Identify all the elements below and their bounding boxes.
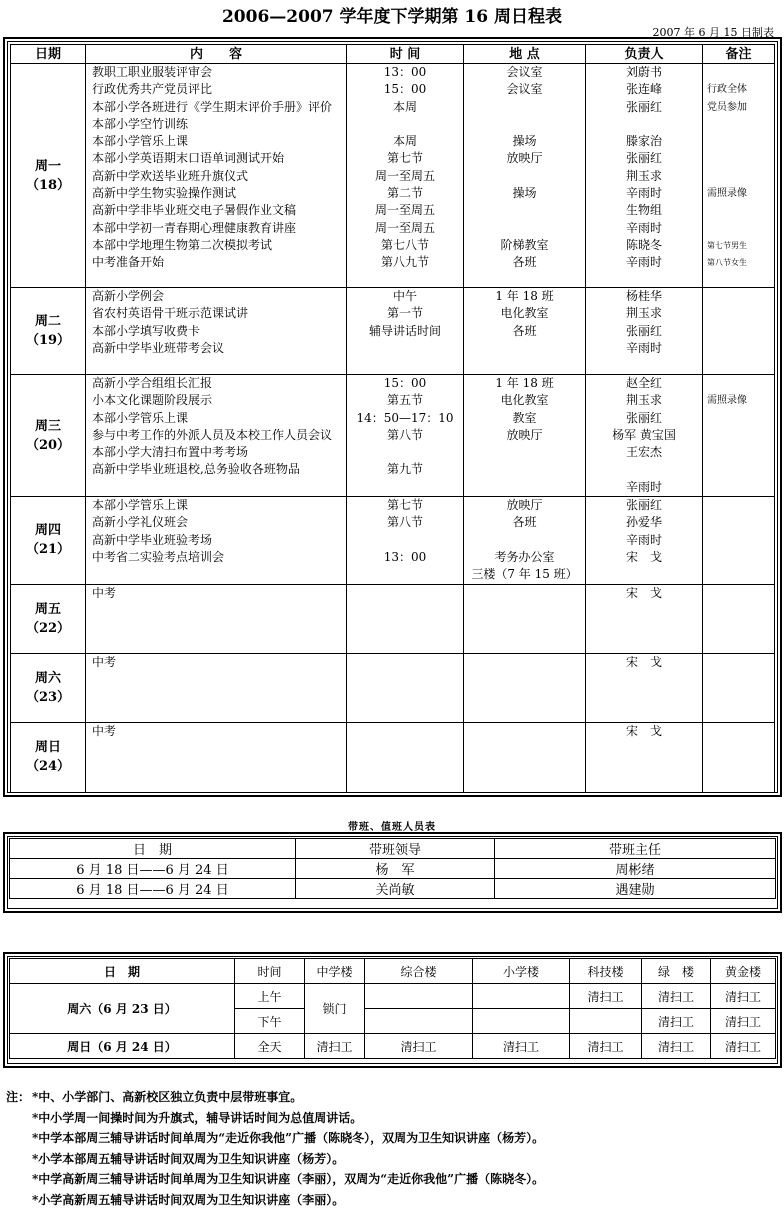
content-cell — [86, 653, 347, 722]
footnote-text: *中学高新周三辅导讲话时间单周为卫生知识讲座（李丽），双周为“走近你我他”广播（陈晓冬）。 — [32, 1172, 545, 1186]
content-line: 高新中学欢送毕业班升旗仪式 — [92, 168, 249, 183]
place-line: 各班 — [512, 323, 537, 338]
place-line — [464, 340, 585, 357]
person-cell — [586, 288, 703, 375]
place-line: 1 年 18 班 — [495, 376, 554, 390]
cleaning-header-row — [10, 959, 776, 984]
cleaning-cell: 清扫工 — [642, 1034, 711, 1059]
person-cell — [586, 375, 703, 497]
time-line: 周一至周五 — [374, 203, 435, 218]
cleaning-table — [9, 958, 776, 1059]
content-line: 中考准备开始 — [92, 255, 165, 270]
note-line: 党员参加 — [707, 101, 747, 113]
cleaning-header: 日 期 — [10, 959, 235, 984]
person-line: 荆玉求 — [625, 393, 662, 408]
cleaning-time: 下午 — [235, 1009, 305, 1034]
person-line: 辛雨时 — [625, 220, 662, 235]
cleaning-cell: 清扫工 — [642, 984, 711, 1009]
content-line: 高新中学毕业班退校,总务验收各班物品 — [92, 462, 300, 477]
content-line: 小本文化课题阶段展示 — [92, 393, 213, 408]
note-cell — [703, 653, 775, 722]
person-line — [586, 461, 702, 478]
cleaning-time: 上午 — [235, 984, 305, 1009]
cleaning-header: 小学楼 — [473, 959, 570, 984]
note-line: 需照录像 — [707, 188, 747, 200]
place-cell — [464, 653, 586, 722]
footnote-text: *中、小学部门、高新校区独立负责中层带班事宜。 — [32, 1090, 303, 1104]
made-date: 2007 年 6 月 15 日制表 — [652, 26, 774, 39]
person-line: 荆玉求 — [625, 306, 662, 321]
note-line: 需照录像 — [707, 395, 747, 407]
place-line: 操场 — [512, 134, 537, 149]
time-line: 第五节 — [386, 393, 423, 408]
cleaning-header: 综合楼 — [365, 959, 473, 984]
note-line — [707, 64, 774, 81]
footnote-text: *中学本部周三辅导讲话时间单周为“走近你我他”广播（陈晓冬），双周为卫生知识讲座（杨芳）。 — [32, 1131, 545, 1145]
note-cell — [703, 584, 775, 653]
content-line: 中考省二实验考点培训会 — [92, 549, 225, 564]
note-cell — [703, 722, 775, 792]
place-line: 操场 — [512, 186, 537, 201]
cleaning-cell: 清扫工 — [365, 1034, 473, 1059]
time-cell — [347, 497, 464, 584]
person-line: 宋 戈 — [625, 585, 662, 600]
person-line: 张连峰 — [625, 82, 662, 97]
cleaning-cell — [473, 984, 570, 1009]
place-line: 会议室 — [506, 82, 543, 97]
time-line: 周一至周五 — [374, 220, 435, 235]
time-line: 15：00 — [383, 376, 427, 390]
note-line — [707, 150, 774, 167]
time-line: 中午 — [392, 289, 417, 303]
content-cell — [86, 497, 347, 584]
time-line: 辅导讲话时间 — [368, 323, 441, 338]
header-content: 内 容 — [86, 45, 347, 64]
duty-date: 6 月 18 日——6 月 24 日 — [10, 859, 296, 879]
time-line — [347, 116, 463, 133]
header-time: 时 间 — [347, 45, 464, 64]
content-line: 本部小学英语期末口语单词测试开始 — [92, 151, 285, 166]
time-cell — [347, 584, 464, 653]
content-cell — [86, 584, 347, 653]
note-line — [707, 220, 774, 237]
note-line — [707, 375, 774, 392]
duty-header-teacher: 带班主任 — [495, 839, 776, 859]
place-line: 三楼（7 年 15 班） — [471, 567, 578, 582]
person-line — [586, 116, 702, 133]
person-line: 荆玉求 — [625, 168, 662, 183]
duty-leader: 关尚敏 — [296, 879, 495, 899]
week-label: （24） — [25, 759, 71, 775]
place-cell — [464, 584, 586, 653]
content-line: 本部小学各班进行《学生期末评价手册》评价 — [92, 99, 333, 114]
time-line: 第八节 — [386, 515, 423, 530]
cleaning-cell: 清扫工 — [711, 1009, 776, 1034]
place-line: 阶梯教室 — [500, 237, 549, 252]
week-label: （19） — [25, 333, 71, 348]
note-line — [707, 116, 774, 133]
day-label: 周四 — [34, 523, 61, 539]
place-line: 电化教室 — [500, 393, 549, 408]
place-line — [464, 532, 585, 549]
duty-row — [10, 859, 776, 879]
cleaning-cell: 清扫工 — [570, 1034, 642, 1059]
person-line: 张丽红 — [625, 99, 662, 114]
time-cell — [347, 375, 464, 497]
person-line: 张丽红 — [625, 323, 662, 338]
time-line: 第九节 — [386, 462, 423, 477]
cleaning-cell: 清扫工 — [473, 1034, 570, 1059]
time-line: 14：50—17：10 — [356, 410, 454, 425]
person-line: 辛雨时 — [625, 186, 662, 201]
duty-teacher: 遇建勋 — [495, 879, 776, 899]
duty-table — [9, 838, 776, 899]
person-line: 张丽红 — [625, 410, 662, 425]
cleaning-cell: 清扫工 — [642, 1009, 711, 1034]
cleaning-frame — [3, 952, 782, 1068]
person-line: 王宏杰 — [625, 445, 662, 460]
content-line: 本部中学地理生物第二次模拟考试 — [92, 237, 273, 252]
duty-teacher: 周彬绪 — [495, 859, 776, 879]
time-line: 第八节 — [386, 427, 423, 442]
week-label: （18） — [25, 177, 71, 193]
cleaning-cell: 清扫工 — [570, 984, 642, 1009]
person-line: 宋 戈 — [625, 723, 662, 738]
content-line: 中考 — [92, 723, 117, 738]
cleaning-cell: 清扫工 — [711, 1034, 776, 1059]
person-line: 杨桂华 — [625, 289, 662, 303]
time-line: 第七节 — [386, 498, 423, 513]
time-line: 第八九节 — [380, 255, 429, 270]
day-label: 周五 — [34, 601, 61, 617]
footnote-text: *小学高新周五辅导讲话时间双周为卫生知识讲座（李丽）。 — [32, 1192, 345, 1207]
cleaning-cell: 清扫工 — [305, 1034, 365, 1059]
time-cell — [347, 288, 464, 375]
day-cell — [11, 288, 86, 375]
note-cell — [703, 288, 775, 375]
day-label: 周一 — [34, 158, 61, 174]
time-line: 13：00 — [383, 65, 427, 79]
time-line: 本周 — [392, 99, 417, 114]
day-cell — [11, 64, 86, 288]
footnote — [6, 1087, 544, 1108]
day-cell — [11, 722, 86, 792]
content-line: 本部小学大清扫布置中考考场 — [92, 445, 249, 460]
person-line: 孙爱华 — [625, 515, 662, 530]
header-place: 地 点 — [464, 45, 586, 64]
note-line: 行政全体 — [707, 84, 747, 96]
duty-header-date: 日 期 — [10, 839, 296, 859]
header-date: 日期 — [11, 45, 86, 64]
person-line: 杨军 黄宝国 — [612, 427, 676, 442]
day-cell — [11, 375, 86, 497]
place-line: 放映厅 — [506, 151, 543, 166]
content-line: 本部小学管乐上课 — [92, 498, 189, 513]
place-line: 各班 — [512, 255, 537, 270]
duty-date: 6 月 18 日——6 月 24 日 — [10, 879, 296, 899]
person-cell — [586, 722, 703, 792]
place-line — [464, 99, 585, 116]
content-line: 高新中学生物实验操作测试 — [92, 186, 237, 201]
person-line: 辛雨时 — [625, 532, 662, 547]
content-line: 高新小学礼仪班会 — [92, 515, 189, 530]
place-cell — [464, 64, 586, 288]
footnote — [6, 1149, 544, 1170]
cleaning-cell: 锁门 — [305, 984, 365, 1034]
schedule-row-wednesday — [11, 375, 775, 497]
page-title: 2006—2007 学年度下学期第 16 周日程表 — [221, 7, 563, 27]
person-line: 陈晓冬 — [625, 237, 662, 252]
content-line: 本部小学填写收费卡 — [92, 323, 201, 338]
schedule-frame — [3, 37, 782, 797]
cleaning-row-sun — [10, 1034, 776, 1059]
person-line: 张丽红 — [625, 498, 662, 513]
footnote — [6, 1128, 544, 1149]
content-cell — [86, 64, 347, 288]
note-line — [707, 202, 774, 219]
place-cell — [464, 375, 586, 497]
content-line: 高新小学例会 — [92, 289, 165, 303]
cleaning-cell — [473, 1009, 570, 1034]
person-line: 滕家治 — [625, 134, 662, 149]
content-line: 本部小学空竹训练 — [92, 116, 189, 131]
week-label: （20） — [25, 437, 71, 453]
place-cell — [464, 288, 586, 375]
schedule-row-saturday — [11, 653, 775, 722]
content-line: 中考 — [92, 585, 117, 600]
footnote-text: *中小学周一间操时间为升旗式，辅导讲话时间为总值周讲话。 — [32, 1110, 363, 1125]
schedule-row-thursday — [11, 497, 775, 584]
time-cell — [347, 653, 464, 722]
content-line: 高新中学毕业班带考会议 — [92, 340, 225, 355]
place-line: 考务办公室 — [494, 549, 555, 564]
schedule-row-tuesday — [11, 288, 775, 375]
person-line: 赵全红 — [625, 376, 662, 390]
cleaning-cell — [570, 1009, 642, 1034]
person-cell — [586, 64, 703, 288]
person-line: 辛雨时 — [625, 479, 662, 494]
header-note: 备注 — [703, 45, 775, 64]
schedule-table — [10, 44, 775, 793]
note-cell — [703, 375, 775, 497]
place-cell — [464, 497, 586, 584]
person-line: 生物组 — [625, 203, 662, 218]
person-line: 刘蔚书 — [625, 65, 662, 79]
day-label: 周日 — [34, 740, 61, 756]
content-line: 高新中学非毕业班交电子暑假作业文稿 — [92, 203, 297, 218]
day-label: 周六 — [34, 670, 61, 686]
cleaning-cell — [365, 984, 473, 1009]
note-line — [707, 133, 774, 150]
footnotes — [6, 1087, 544, 1210]
schedule-header-row — [11, 45, 775, 64]
cleaning-day: 周日（6 月 24 日） — [10, 1034, 235, 1059]
place-line: 放映厅 — [506, 498, 543, 513]
note-line: 第八节女生 — [707, 258, 747, 268]
person-cell — [586, 584, 703, 653]
content-cell — [86, 288, 347, 375]
content-line: 行政优秀共产党员评比 — [92, 82, 213, 97]
time-line — [347, 532, 463, 549]
time-line — [347, 444, 463, 461]
cleaning-time: 全天 — [235, 1034, 305, 1059]
footnote — [6, 1108, 544, 1129]
place-line: 各班 — [512, 515, 537, 530]
person-line: 辛雨时 — [625, 340, 662, 355]
footnote — [6, 1169, 544, 1190]
duty-header-leader: 带班领导 — [296, 839, 495, 859]
time-line: 第七八节 — [380, 237, 429, 252]
person-cell — [586, 497, 703, 584]
day-cell — [11, 653, 86, 722]
time-line: 周一至周五 — [374, 168, 435, 183]
content-line: 高新小学合组组长汇报 — [92, 376, 213, 390]
person-line: 辛雨时 — [625, 255, 662, 270]
day-label: 周二 — [34, 314, 61, 329]
cleaning-cell: 清扫工 — [711, 984, 776, 1009]
note-line — [707, 168, 774, 185]
place-line — [464, 168, 585, 185]
place-cell — [464, 722, 586, 792]
day-label: 周三 — [34, 418, 61, 434]
time-line: 第七节 — [386, 151, 423, 166]
note-line: 第七节男生 — [707, 240, 747, 250]
place-line: 会议室 — [506, 65, 543, 79]
cleaning-cell — [365, 1009, 473, 1034]
content-line: 省农村英语骨干班示范课试讲 — [92, 306, 249, 321]
week-label: （22） — [25, 620, 71, 636]
content-line: 本部中学初一青春期心理健康教育讲座 — [92, 220, 297, 235]
content-line: 参与中考工作的外派人员及本校工作人员会议 — [92, 427, 333, 442]
cleaning-header: 绿 楼 — [642, 959, 711, 984]
schedule-row-friday — [11, 584, 775, 653]
time-line — [347, 340, 463, 357]
schedule-row-sunday — [11, 722, 775, 792]
place-line — [464, 202, 585, 219]
day-cell — [11, 584, 86, 653]
duty-header-row — [10, 839, 776, 859]
footnote-text: *小学本部周五辅导讲话时间双周为卫生知识讲座（杨芳）。 — [32, 1151, 345, 1166]
person-cell — [586, 653, 703, 722]
content-line: 本部小学管乐上课 — [92, 134, 189, 149]
schedule-row-monday — [11, 64, 775, 288]
week-label: （23） — [25, 689, 71, 705]
content-line: 本部小学管乐上课 — [92, 410, 189, 425]
note-cell — [703, 497, 775, 584]
place-line: 1 年 18 班 — [495, 289, 554, 303]
person-line: 张丽红 — [625, 151, 662, 166]
cleaning-day: 周六（6 月 23 日） — [10, 984, 235, 1034]
content-line: 高新中学毕业班验考场 — [92, 532, 213, 547]
person-line: 宋 戈 — [625, 549, 662, 564]
duty-frame — [3, 832, 782, 913]
time-line: 第二节 — [386, 186, 423, 201]
cleaning-header: 黄金楼 — [711, 959, 776, 984]
duty-row — [10, 879, 776, 899]
content-cell — [86, 375, 347, 497]
footnote-lead: 注： — [6, 1090, 31, 1104]
day-cell — [11, 497, 86, 584]
person-line: 宋 戈 — [625, 654, 662, 669]
duty-table-title: 带班、值班人员表 — [348, 822, 436, 833]
place-line — [464, 116, 585, 133]
time-cell — [347, 722, 464, 792]
cleaning-header: 中学楼 — [305, 959, 365, 984]
week-label: （21） — [25, 542, 71, 558]
place-line: 放映厅 — [506, 427, 543, 442]
duty-leader: 杨 军 — [296, 859, 495, 879]
cleaning-header: 时间 — [235, 959, 305, 984]
place-line — [464, 220, 585, 237]
content-line: 教职工职业服装评审会 — [92, 65, 213, 79]
time-line: 第一节 — [386, 306, 423, 321]
time-line: 本周 — [392, 134, 417, 149]
cleaning-row-sat-am — [10, 984, 776, 1009]
place-line: 电化教室 — [500, 306, 549, 321]
content-line: 中考 — [92, 654, 117, 669]
footnote — [6, 1190, 544, 1211]
cleaning-header: 科技楼 — [570, 959, 642, 984]
note-cell — [703, 64, 775, 288]
time-cell — [347, 64, 464, 288]
place-line: 教室 — [512, 410, 537, 425]
time-line: 15：00 — [383, 82, 427, 97]
time-line: 13：00 — [383, 549, 427, 564]
content-cell — [86, 722, 347, 792]
header-person: 负责人 — [586, 45, 703, 64]
